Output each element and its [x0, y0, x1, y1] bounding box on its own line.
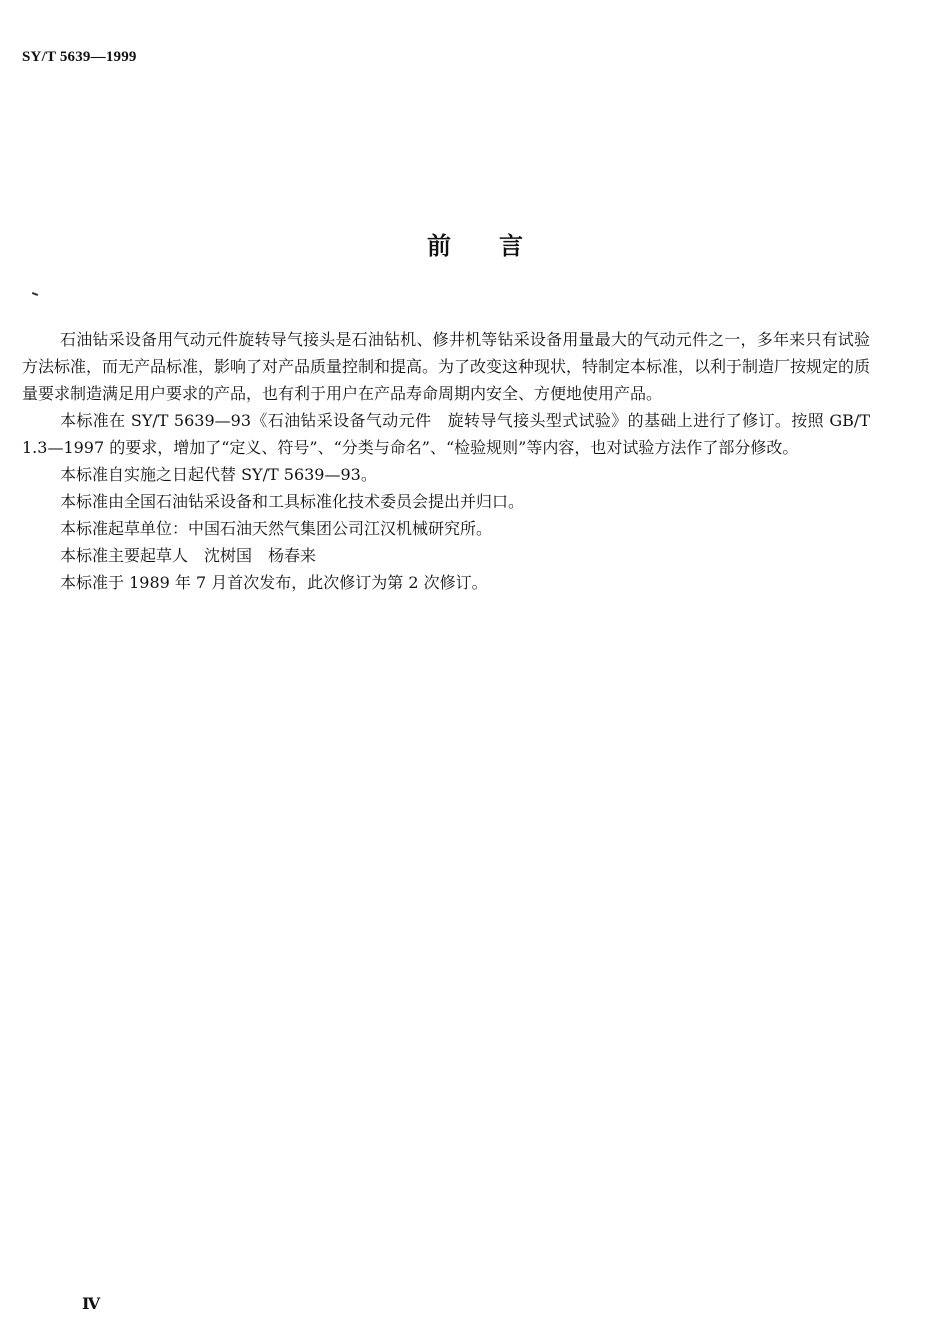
standard-code: SY/T 5639—1999: [22, 49, 137, 65]
foreword-body: [22, 326, 870, 596]
paragraph-history: 本标准于 1989 年 7 月首次发布，此次修订为第 2 次修订。: [60, 573, 488, 592]
page-number: Ⅳ: [82, 1296, 101, 1313]
paragraph-drafters: 本标准主要起草人 沈树国 杨春来: [60, 546, 317, 565]
paragraph-drafting-unit: 本标准起草单位：中国石油天然气集团公司江汉机械研究所。: [60, 519, 493, 538]
paragraph-replaces: 本标准自实施之日起代替 SY/T 5639—93。: [60, 465, 377, 484]
scan-speck: [32, 292, 38, 296]
paragraph-intro: 石油钻采设备用气动元件旋转导气接头是石油钻机、修井机等钻采设备用量最大的气动元件之一，多年来只有试验方法标准，而无产品标准，影响了对产品质量控制和提高。为了改变这种现状，特制定本标准，以利于制造厂按规定的质量要求制造满足用户要求的产品，也有利于用户在产品寿命周期内安全、方便地使用产品。: [22, 330, 871, 403]
paragraph-proposer: 本标准由全国石油钻采设备和工具标准化技术委员会提出并归口。: [60, 492, 525, 511]
paragraph-revision: 本标准在 SY/T 5639—93《石油钻采设备气动元件 旋转导气接头型式试验》的基础上进行了修订。按照 GB/T 1.3—1997 的要求，增加了“定义、符号”、“分类与命名”、“检验规则”等内容，也对试验方法作了部分修改。: [22, 411, 870, 457]
page-title: 前言: [427, 232, 571, 260]
